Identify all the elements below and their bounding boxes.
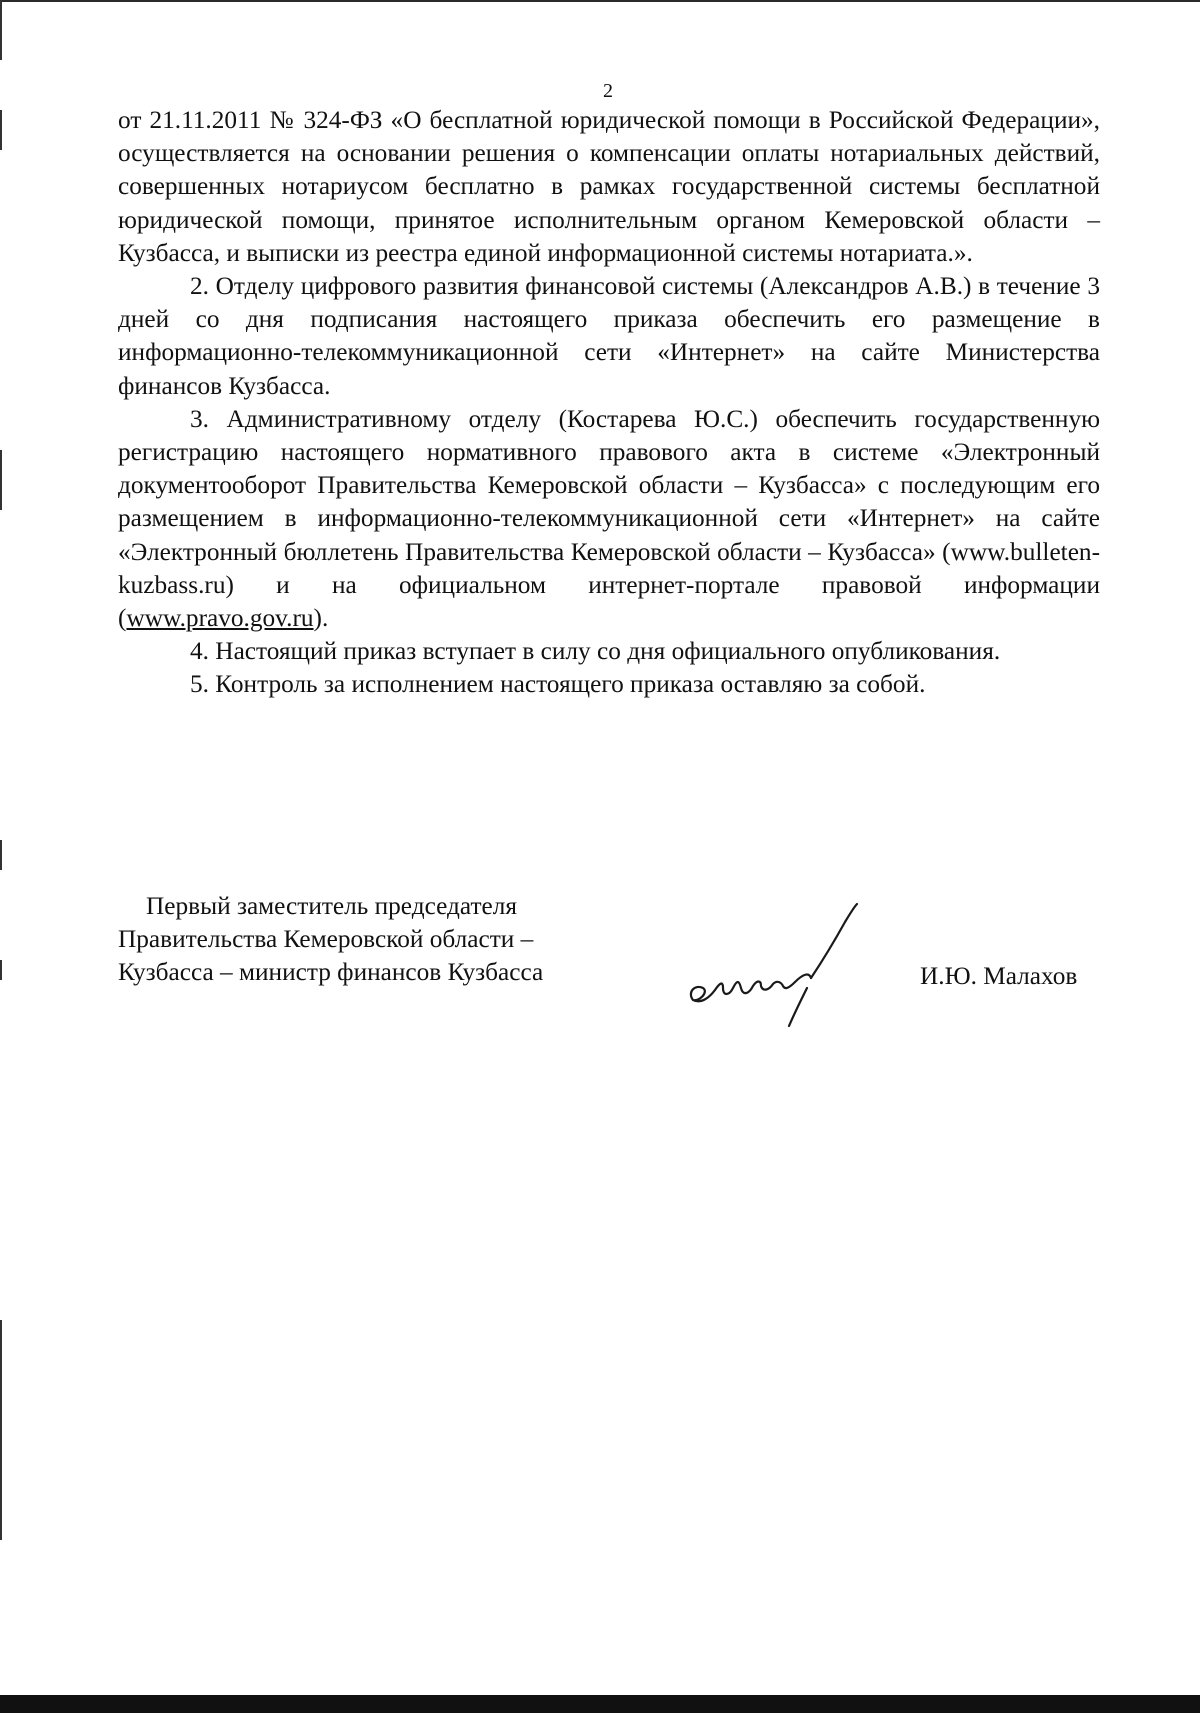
paragraph-item-4: 4. Настоящий приказ вступает в силу со дня официального опубликования.: [190, 637, 1001, 666]
signatory-position: [118, 890, 543, 990]
scan-bottom-border: [0, 1695, 1200, 1713]
scan-left-artifact: [0, 1320, 2, 1540]
paragraph-continuation: от 21.11.2011 № 324-ФЗ «О бесплатной юридической помощи в Российской Федерации», осуществляется на основании решения о компенсации оплаты нотариальных действий, совершенных нотариусом бесплатно в рамках государственной системы бесплатной юридической помощи, принятое исполнительным органом Кемеровской области – Кузбасса, и выписки из реестра единой информационной системы нотариата.».: [118, 106, 1100, 267]
scan-left-artifact: [0, 110, 2, 150]
pravo-gov-link[interactable]: www.pravo.gov.ru: [126, 604, 314, 633]
scan-left-artifact: [0, 0, 2, 60]
paragraph-item-3-text: 3. Административному отделу (Костарева Ю.С.) обеспечить государственную регистрацию настоящего нормативного правового акта в системе «Электронный документооборот Правительства Кемеровской области – Кузбасса» с последующим его размещением в информационно-телекоммуникационной сети «Интернет» на сайте «Электронный бюллетень Правительства Кемеровской области – Кузбасса» (www.bulleten-kuzbass.ru) и на официальном интернет-портале правовой информации (: [118, 404, 1100, 633]
scan-left-artifact: [0, 450, 2, 510]
scan-left-artifact: [0, 960, 2, 980]
document-body: [118, 104, 1100, 702]
handwritten-signature: [685, 900, 875, 1030]
position-line-3: Кузбасса – министр финансов Кузбасса: [118, 958, 544, 987]
page-number: 2: [603, 80, 613, 102]
signatory-name: И.Ю. Малахов: [920, 962, 1078, 990]
paragraph-item-2: 2. Отделу цифрового развития финансовой системы (Александров А.В.) в течение 3 дней со дня подписания настоящего приказа обеспечить его размещение в информационно-телекоммуникационной сети «Интернет» на сайте Министерства финансов Кузбасса.: [118, 272, 1100, 400]
scan-left-artifact: [0, 840, 2, 870]
paragraph-item-3-tail: ).: [313, 604, 329, 633]
paragraph-item-3: [118, 403, 1100, 635]
paragraph-item-5: 5. Контроль за исполнением настоящего приказа оставляю за собой.: [190, 670, 926, 699]
scan-top-border: [0, 0, 1200, 2]
position-line-2: Правительства Кемеровской области –: [118, 925, 534, 954]
position-line-1: Первый заместитель председателя: [146, 892, 517, 920]
